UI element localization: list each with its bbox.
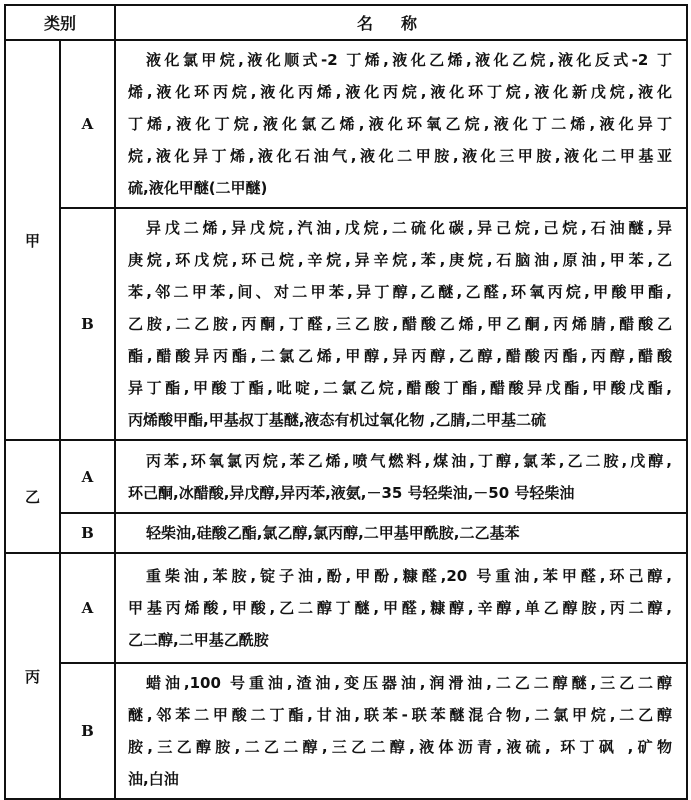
subclass-cell: B [60, 513, 115, 553]
table-row [5, 513, 687, 553]
class-cell: 乙 [5, 440, 60, 553]
hazard-classification-table [4, 4, 688, 800]
class-cell: 丙 [5, 553, 60, 799]
substance-line: 蜡油,100 号重油,渣油,变压器油,润滑油,二乙二醇醚,三乙二醇 [146, 674, 672, 692]
substance-line: 庚烷,环戊烷,环己烷,辛烷,异辛烷,苯,庚烷,石脑油,原油,甲苯,乙 [128, 251, 672, 269]
substance-line: 烷,液化异丁烯,液化石油气,液化二甲胺,液化三甲胺,液化二甲基亚 [128, 147, 672, 165]
subclass-cell: B [60, 208, 115, 440]
substance-line: 环己酮,冰醋酸,异戊醇,异丙苯,液氨,－35 号轻柴油,－50 号轻柴油 [128, 483, 575, 502]
substance-line: 酯,醋酸异丙酯,二氯乙烯,甲醇,异丙醇,乙醇,醋酸丙酯,丙醇,醋酸 [128, 347, 672, 365]
substance-line: 乙胺,二乙胺,丙酮,丁醛,三乙胺,醋酸乙烯,甲乙酮,丙烯腈,醋酸乙 [128, 315, 672, 333]
substance-line: 重柴油,苯胺,锭子油,酚,甲酚,糠醛,20 号重油,苯甲醛,环己醇, [146, 567, 672, 585]
substance-list-cell [115, 40, 687, 208]
substance-list-cell [115, 553, 687, 663]
substance-line: 异丁酯,甲酸丁酯,吡啶,二氯乙烷,醋酸丁酯,醋酸异戊酯,甲酸戊酯, [128, 379, 672, 397]
substance-line: 油,白油 [128, 770, 179, 788]
table-row [5, 440, 687, 513]
subclass-cell: A [60, 553, 115, 663]
subclass-cell: B [60, 663, 115, 799]
category-header: 类别 [5, 5, 115, 40]
header-row [5, 5, 687, 40]
substance-line: 轻柴油,硅酸乙酯,氯乙醇,氯丙醇,二甲基甲酰胺,二乙基苯 [146, 524, 520, 542]
substance-line: 丙烯酸甲酯,甲基叔丁基醚,液态有机过氧化物 ,乙腈,二甲基二硫 [128, 411, 547, 429]
substance-line: 硫,液化甲醚(二甲醚) [128, 179, 268, 197]
substance-line: 丁烯,液化丁烷,液化氯乙烯,液化环氧乙烷,液化丁二烯,液化异丁 [128, 115, 672, 133]
name-header-text: 名称 [356, 14, 445, 33]
table-row [5, 40, 687, 208]
substance-list-cell [115, 440, 687, 513]
table-row [5, 208, 687, 440]
subclass-cell: A [60, 40, 115, 208]
substance-line: 烯,液化环丙烷,液化丙烯,液化丙烷,液化环丁烷,液化新戊烷,液化 [128, 83, 672, 101]
name-header [115, 5, 687, 40]
subclass-cell: A [60, 440, 115, 513]
substance-line: 液化氯甲烷,液化顺式-2 丁烯,液化乙烯,液化乙烷,液化反式-2 丁 [146, 51, 672, 69]
substance-list-cell [115, 663, 687, 799]
table-row [5, 553, 687, 663]
substance-list-cell [115, 208, 687, 440]
substance-line: 乙二醇,二甲基乙酰胺 [128, 631, 269, 649]
substance-line: 胺,三乙醇胺,二乙二醇,三乙二醇,液体沥青,液硫, 环丁砜 ,矿物 [128, 738, 672, 756]
class-cell: 甲 [5, 40, 60, 440]
substance-list-cell [115, 513, 687, 553]
substance-line: 丙苯,环氧氯丙烷,苯乙烯,喷气燃料,煤油,丁醇,氯苯,乙二胺,戊醇, [146, 451, 672, 470]
substance-line: 醚,邻苯二甲酸二丁酯,甘油,联苯-联苯醚混合物,二氯甲烷,二乙醇 [128, 706, 672, 724]
table-body [5, 40, 687, 799]
substance-line: 甲基丙烯酸,甲酸,乙二醇丁醚,甲醛,糠醇,辛醇,单乙醇胺,丙二醇, [128, 599, 672, 617]
table-row [5, 663, 687, 799]
substance-line: 苯,邻二甲苯,间、对二甲苯,异丁醇,乙醚,乙醛,环氧丙烷,甲酸甲酯, [128, 283, 672, 301]
substance-line: 异戊二烯,异戊烷,汽油,戊烷,二硫化碳,异己烷,己烷,石油醚,异 [146, 219, 672, 237]
